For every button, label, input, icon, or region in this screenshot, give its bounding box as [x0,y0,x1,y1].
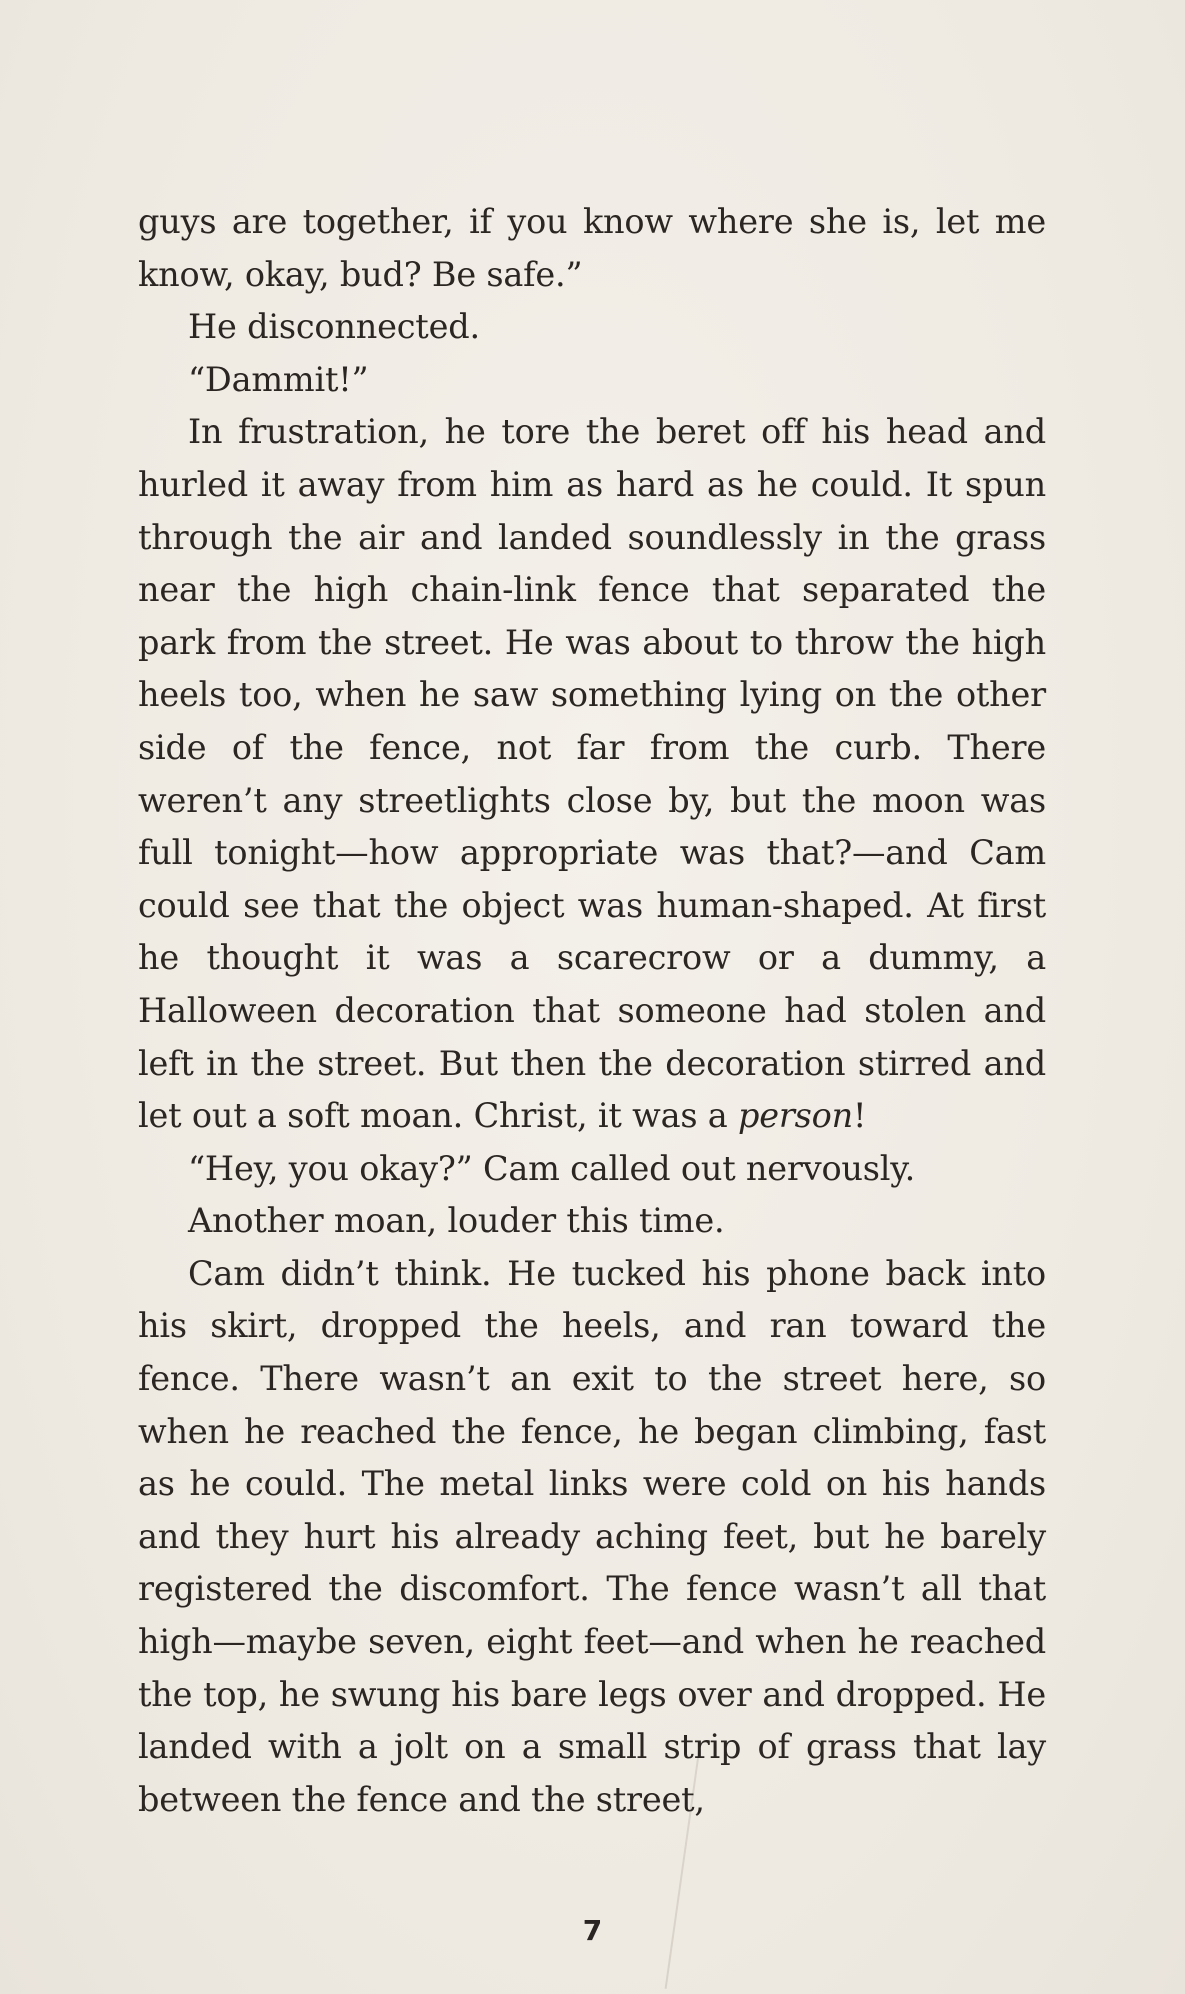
page-number: 7 [582,1914,603,1947]
paragraph-5: “Hey, you okay?” Cam called out nervously. [188,1148,916,1188]
paragraph-4 [138,406,1046,1142]
paragraph-3: “Dammit!” [188,359,369,399]
paragraph-7: Cam didn’t think. He tucked his phone back into his skirt, dropped the heels, and ran toward the fence. There wasn’t an exit to the street here, so when he reached the fence, he began climbing, fast as he could. The metal links were cold on his hands and they hurt his already aching feet, but he barely registered the discomfort. The fence wasn’t all that high—maybe seven, eight feet—and when he reached the top, he swung his bare legs over and dropped. He landed with a jolt on a small strip of grass that lay between the fence and the street, [138,1253,1046,1819]
paragraph-1: guys are together, if you know where she is, let me know, okay, bud? Be safe.” [138,202,1046,294]
paragraph-4-after: ! [853,1096,867,1136]
paragraph-4-italic: person [738,1096,854,1136]
paragraph-6: Another moan, louder this time. [188,1201,725,1241]
body-text [138,196,1046,1826]
paragraph-2: He disconnected. [188,307,480,347]
paragraph-4-text: In frustration, he tore the beret off his head and hurled it away from him as hard as he could. It spun through the air and landed soundlessly in the grass near the high chain-link fence that separated the park from the street. He was about to throw the high heels too, when he saw something lying on the other side of the fence, not far from the curb. There weren’t any streetlights close by, but the moon was full tonight—how appropriate was that?—and Cam could see that the object was human-shaped. At first he thought it was a scarecrow or a dummy, a Halloween decoration that someone had stolen and left in the street. But then the decoration stirred and let out a soft moan. Christ, it was a [138,412,1046,1136]
